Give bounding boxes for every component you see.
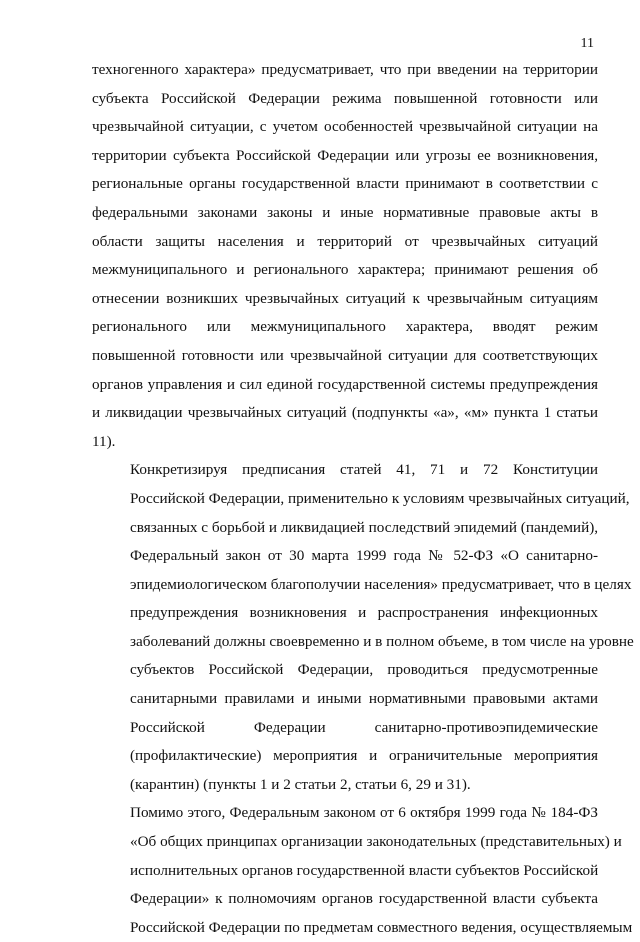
page-number: 11 <box>580 36 594 51</box>
text-line: Российской Федерации, применительно к условиям чрезвычайных ситуаций, <box>130 489 630 507</box>
text-line: Федеральный закон от 30 марта 1999 года № 52-ФЗ «О санитарно- <box>130 547 598 565</box>
text-line: Российской Федерации санитарно-противоэпидемические <box>130 718 598 736</box>
paragraph-2 <box>92 456 634 799</box>
paragraph-3 <box>92 799 633 942</box>
text-line: санитарными правилами и иными нормативными правовыми актами <box>130 690 598 708</box>
text-line: исполнительных органов государственной власти субъектов Российской <box>130 861 599 879</box>
text-line: Помимо этого, Федеральным законом от 6 октября 1999 года № 184-ФЗ <box>130 804 598 822</box>
text-line: субъекта Российской Федерации режима повышенной готовности или <box>92 89 598 107</box>
text-line: субъектов Российской Федерации, проводиться предусмотренные <box>130 661 598 679</box>
text-line: предупреждения возникновения и распространения инфекционных <box>130 604 598 622</box>
text-line: заболеваний должны своевременно и в полном объеме, в том числе на уровне <box>130 632 634 650</box>
text-line: отнесении возникших чрезвычайных ситуаций к чрезвычайным ситуациям <box>92 289 598 307</box>
text-line: чрезвычайной ситуации, с учетом особенностей чрезвычайной ситуации на <box>92 118 598 136</box>
text-line: связанных с борьбой и ликвидацией последствий эпидемий (пандемий), <box>130 518 599 536</box>
text-line: 11). <box>92 432 116 450</box>
text-line: органов управления и сил единой государственной системы предупреждения <box>92 375 598 393</box>
text-line: повышенной готовности или чрезвычайной ситуации для соответствующих <box>92 346 598 364</box>
text-line: межмуниципального и регионального характера; принимают решения об <box>92 261 598 279</box>
text-line: «Об общих принципах организации законодательных (представительных) и <box>130 833 622 851</box>
text-line: техногенного характера» предусматривает, что при введении на территории <box>92 61 598 78</box>
text-line: Федерации» к полномочиям органов государственной власти субъекта <box>130 890 598 908</box>
body-text <box>92 56 634 942</box>
text-line: области защиты населения и территорий от чрезвычайных ситуаций <box>92 232 598 250</box>
text-line: федеральными законами законы и иные нормативные правовые акты в <box>92 203 598 221</box>
text-line: и ликвидации чрезвычайных ситуаций (подпункты «а», «м» пункта 1 статьи <box>92 404 598 422</box>
text-line: эпидемиологическом благополучии населения» предусматривает, что в целях <box>130 575 632 593</box>
text-line: (карантин) (пункты 1 и 2 статьи 2, статьи 6, 29 и 31). <box>130 775 471 793</box>
text-line: Конкретизируя предписания статей 41, 71 и 72 Конституции <box>130 461 598 479</box>
text-line: регионального или межмуниципального характера, вводят режим <box>92 318 598 336</box>
paragraph-1 <box>92 56 598 456</box>
text-line: Российской Федерации по предметам совместного ведения, осуществляемым <box>130 918 633 936</box>
text-line: региональные органы государственной власти принимают в соответствии с <box>92 175 598 193</box>
text-line: (профилактические) мероприятия и ограничительные мероприятия <box>130 747 598 765</box>
text-line: территории субъекта Российской Федерации или угрозы ее возникновения, <box>92 146 598 164</box>
